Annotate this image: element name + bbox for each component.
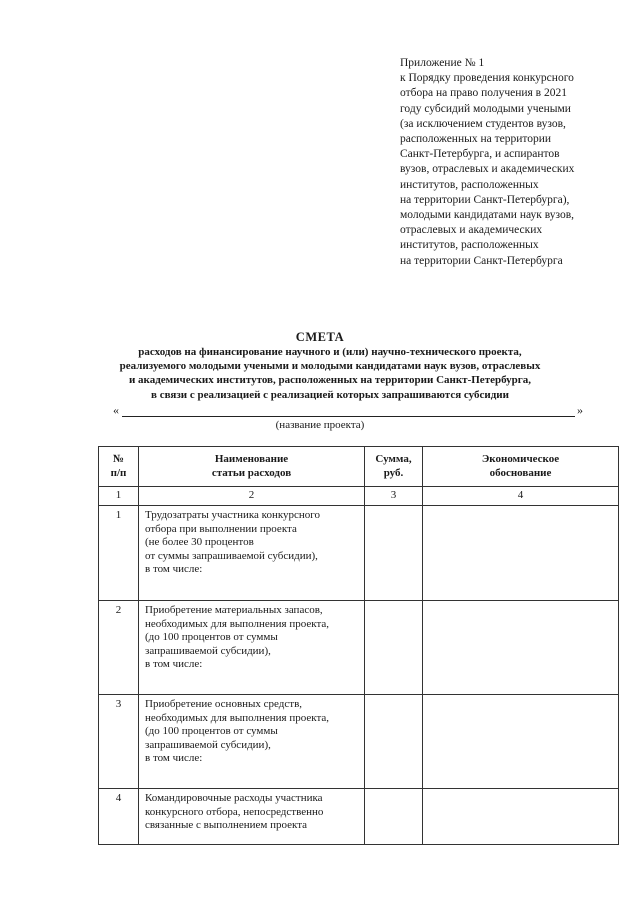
expense-item-name: Командировочные расходы участника конкурсного отбора, непосредственно связанные с выполнением проекта [139, 789, 365, 845]
justification-cell [423, 506, 619, 601]
row-number: 1 [99, 506, 139, 601]
row-number: 4 [99, 789, 139, 845]
sum-cell [365, 601, 423, 695]
project-name-blank-line [122, 416, 575, 417]
appendix-line: году субсидий молодыми учеными [400, 102, 571, 115]
document-title: СМЕТА [295, 330, 345, 344]
column-number: 4 [423, 487, 619, 506]
justification-cell [423, 789, 619, 845]
table-row [99, 506, 619, 601]
appendix-line: институтов, расположенных [400, 239, 539, 252]
appendix-line: вузов, отраслевых и академических [400, 163, 575, 176]
appendix-line: Санкт-Петербурга, и аспирантов [400, 148, 560, 161]
table-header-row [99, 447, 619, 487]
expense-item-name: Приобретение материальных запасов, необходимых для выполнения проекта, (до 100 процентов от суммы запрашиваемой субсидии), в том числе: [139, 601, 365, 695]
appendix-note [400, 56, 625, 269]
header-sum: Сумма, руб. [365, 447, 423, 487]
appendix-line: расположенных на территории [400, 133, 552, 146]
row-number: 3 [99, 695, 139, 789]
quote-close: » [577, 403, 583, 417]
table-row [99, 601, 619, 695]
expense-item-name: Приобретение основных средств, необходимых для выполнения проекта, (до 100 процентов от суммы запрашиваемой субсидии), в том числе: [139, 695, 365, 789]
appendix-line: молодыми кандидатами наук вузов, [400, 209, 575, 222]
justification-cell [423, 601, 619, 695]
appendix-line: отраслевых и академических [400, 224, 543, 237]
justification-cell [423, 695, 619, 789]
header-num: № п/п [99, 447, 139, 487]
appendix-line: отбора на право получения в 2021 [400, 87, 567, 100]
subtitle-line: расходов на финансирование научного и (или) научно-технического проекта, [138, 346, 522, 358]
appendix-line: институтов, расположенных [400, 178, 539, 191]
row-number: 2 [99, 601, 139, 695]
appendix-line: к Порядку проведения конкурсного [400, 72, 574, 85]
sum-cell [365, 695, 423, 789]
document-subtitle [80, 345, 580, 402]
column-number: 1 [99, 487, 139, 506]
subtitle-line: и академических институтов, расположенных на территории Санкт-Петербурга, [128, 374, 532, 387]
column-number: 2 [139, 487, 365, 506]
table-row [99, 695, 619, 789]
project-name-caption: (название проекта) [275, 419, 365, 431]
header-justification: Экономическое обоснование [423, 447, 619, 487]
sum-cell [365, 789, 423, 845]
quote-open: « [113, 403, 119, 417]
subtitle-line: в связи с реализацией с реализацией которых запрашиваются субсидии [151, 388, 509, 401]
expense-table [98, 446, 619, 845]
appendix-line: Приложение № 1 [400, 57, 485, 69]
appendix-line: (за исключением студентов вузов, [400, 117, 566, 130]
appendix-line: на территории Санкт-Петербурга), [400, 193, 570, 206]
table-row [99, 789, 619, 845]
appendix-line: на территории Санкт-Петербурга [400, 254, 563, 267]
subtitle-line: реализуемого молодыми учеными и молодыми кандидатами наук вузов, отраслевых [119, 360, 541, 373]
sum-cell [365, 506, 423, 601]
column-number-row [99, 487, 619, 506]
header-name: Наименование статьи расходов [139, 447, 365, 487]
expense-item-name: Трудозатраты участника конкурсного отбора при выполнении проекта (не более 30 процентов от суммы запрашиваемой субсидии), в том числе: [139, 506, 365, 601]
column-number: 3 [365, 487, 423, 506]
